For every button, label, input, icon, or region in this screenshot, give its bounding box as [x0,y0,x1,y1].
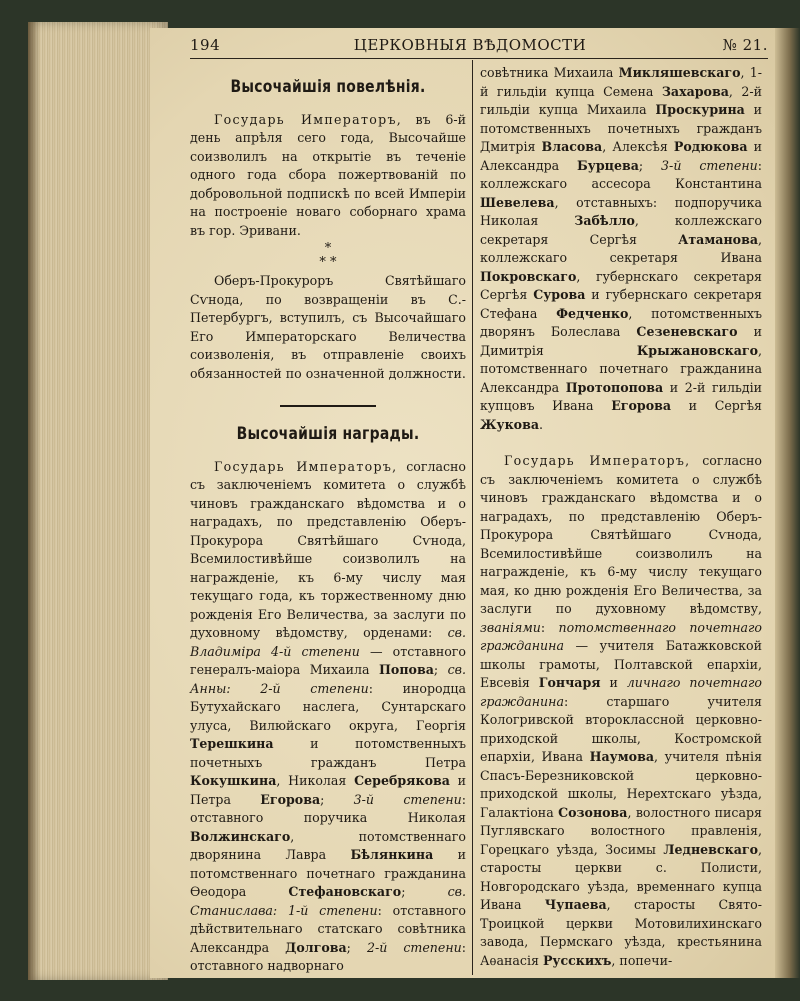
text-run: и потомственныхъ почетныхъ гражданъ Дмитрія [480,102,762,154]
name-bold: Микляшевскаго [618,65,741,80]
sovereign-title: Государь Императоръ [214,111,397,127]
name-bold: Покровскаго [480,268,577,284]
paragraph-ober-procurator [190,272,466,383]
column-divider [472,60,473,975]
text-run: ; [320,791,354,807]
name-bold: Шевелева [480,194,555,210]
name-bold: Бѣлянкина [350,847,434,862]
text-run: , согласно съ заключеніемъ комитета о службѣ чиновъ гражданскаго вѣдомства и о наградахъ, по представленію Оберъ-Прокурора Святѣйшаго Сѵнода, Всемилостивѣйше соизволилъ на награжденіе, къ 6-му числу текущаго мая, ко дню рожденія Его Величества, за заслуги по духовному вѣдомству, [480,453,762,616]
text-run: и Петра [190,773,467,807]
text-run: Оберъ-Прокуроръ Святѣйшаго Сѵнода, по возвращеніи въ С.-Петербургъ, вступилъ, съ Высочайшаго Его Императорскаго Величества соизволенія, въ отправленіе своихъ обязанностей по означенной должности. [190,273,466,381]
paragraph-awards-titles [480,452,762,970]
text-run: и губернскаго секретаря Стефана [480,287,763,321]
name-bold: Серебрякова [354,773,450,788]
header-rule [190,58,768,59]
sovereign-title: Государь Императоръ [504,453,686,468]
text-run: , волостного писаря Пуглявскаго волостного правленія, Горецкаго уѣзда, Зосимы [480,804,762,857]
text-run: и потомственнаго почетнаго гражданина Ѳеодора [190,847,466,899]
name-bold: Кокушкина [190,773,277,788]
name-bold: Долгова [285,939,347,955]
text-run: , Алексѣя [602,139,674,154]
document-page [150,28,775,978]
name-bold: Протопопова [565,379,664,395]
text-run: и потомственныхъ почетныхъ гражданъ Петра [190,736,466,770]
left-column [190,68,466,976]
name-bold: Егорова [611,398,672,413]
text-run: , старосты церкви с. Полисти, Новгородскаго уѣзда, временнаго купца Ивана [480,841,762,912]
name-bold: Жукова [480,416,539,432]
text-run: , въ 6-й день апрѣля сего года, Высочайше соизволилъ на открытіе въ теченіе одного года сбора пожертвованій по добровольной подпискѣ по всей Имперіи на построеніе новаго соборнаго храма въ гор. Эривани. [190,111,466,238]
text-run: и [600,675,627,690]
name-bold: Наумова [589,749,654,764]
text-run: , попечи- [611,952,673,968]
text-run: , отставныхъ: подпоручика Николая [480,194,762,228]
text-run: , Николая [276,773,355,788]
name-bold: Проскурина [655,102,745,117]
name-bold: Ледневскаго [663,841,758,857]
text-run: , потомственныхъ дворянъ Болеслава [480,305,762,339]
text-run: ; [401,884,448,899]
text-run: , учителя пѣнія Спасъ-Березниковской церковно-приходской школы, Нерехтскаго уѣзда, Галактіона [480,749,763,820]
paragraph-awards-orders [190,458,466,976]
book-right-edge [775,28,800,978]
text-run: ; [638,157,662,173]
emphasis-italic: потомственнаго почетнаго гражданина [480,619,762,653]
name-bold: Сезеневскаго [636,324,738,339]
text-run: совѣтника Михаила [480,65,619,80]
name-bold: Крыжановскаго [636,342,758,358]
text-run: : инородца Бутухайскаго наслега, Сунтарскаго улуса, Вилюйскаго округа, Георгія [190,680,467,733]
section-divider [280,405,376,407]
sovereign-title: Государь Императоръ [214,458,393,474]
name-bold: Русскихъ [542,952,612,968]
name-bold: Волжинскаго [190,828,291,844]
text-run: , коллежскаго секретаря Ивана [480,231,762,265]
asterism-top: * [324,241,332,256]
name-bold: Родюкова [673,139,748,154]
paragraph-eriván-cathedral [190,111,466,241]
name-bold: Стефановскаго [288,884,402,899]
paragraph-awards-continued [480,64,762,434]
section-heading-awards: Высочайшія награды. [236,424,420,444]
text-run: , губернскаго секретаря Сергѣя [480,268,762,302]
text-run: : старшаго учителя Кологривской второклассной церковно-приходской школы, Костромской епархіи, Ивана [480,693,762,764]
text-run: , коллежскаго секретаря Сергѣя [480,213,762,247]
emphasis-italic: св. Станислава: 1-й степени [190,884,466,918]
text-run: , потомственнаго дворянина Лавра [190,828,466,862]
right-column [480,64,762,970]
name-bold: Федченко [556,305,629,321]
running-header [190,36,768,58]
name-bold: Терешкина [190,736,274,751]
emphasis-italic: 3-й степени [353,791,462,807]
text-run: — учителя Батажковской школы грамоты, Полтавской епархіи, Евсевія [480,638,762,690]
emphasis-italic: 2-й степени [366,939,462,955]
emphasis-italic: званіями [480,619,541,635]
emphasis-italic: 3-й степени [661,157,758,173]
text-run: . [539,416,544,432]
name-bold: Попова [379,662,434,677]
section-heading-decrees: Высочайшія повелѣнія. [230,77,426,97]
name-bold: Чупаева [544,897,607,912]
text-run: и Сергѣя [671,398,762,413]
text-run: — отставного генералъ-маіора Михаила [190,643,466,677]
section-separator-asterism [190,242,466,270]
text-run: , 1-й гильдіи купца Семена [480,65,763,99]
emphasis-italic: личнаго почетнаго гражданина [480,675,763,709]
emphasis-italic: св. Владиміра 4-й степени [190,625,466,659]
issue-number: № 21. [722,36,768,54]
page-number: 194 [190,36,221,54]
text-run: и 2-й гильдіи купцовъ Ивана [480,379,762,413]
name-bold: Забѣлло [574,213,635,228]
text-run: и Димитрія [480,324,762,358]
book-page-edges [28,22,168,980]
text-run: : отставного поручика Николая [190,791,466,825]
text-run: , согласно съ заключеніемъ комитета о службѣ чиновъ гражданскаго вѣдомства и о наградахъ, по представленію Оберъ-Прокурора Святѣйшаго Сѵнода, Всемилостивѣйше соизволилъ на награжденіе, къ 6-му числу мая текущаго года, къ торжественному дню рожденія Его Величества, за заслуги по духовному вѣдомству, орденами: [190,458,466,640]
text-run: : отставного надворнаго [190,939,466,973]
book-spine-shadow [28,22,40,980]
text-run: : коллежскаго ассесора Константина [480,157,762,191]
text-run: и Александра [480,139,763,173]
journal-title: ЦЕРКОВНЫЯ ВѢДОМОСТИ [353,36,587,54]
name-bold: Сурова [533,287,586,302]
asterism-bottom: * * [319,255,337,270]
text-run: ; [346,939,367,955]
text-run: : [540,619,559,635]
name-bold: Егорова [260,791,321,807]
text-run: , старосты Свято-Троицкой церкви Мотовилихинскаго завода, Пермскаго уѣзда, крестьянина Аѳанасія [480,897,762,968]
text-run: , 2-й гильдіи купца Михаила [480,83,762,117]
text-run: , потомственнаго почетнаго гражданина Александра [480,342,762,395]
name-bold: Бурцева [577,157,639,173]
name-bold: Власова [541,139,603,154]
text-run: : отставного дѣйствительнаго статскаго совѣтника Александра [190,902,466,955]
name-bold: Захарова [661,83,729,99]
name-bold: Созонова [558,804,628,820]
paragraph-gap [480,434,762,452]
emphasis-italic: св. Анны: 2-й степени [190,662,466,696]
name-bold: Гончаря [538,675,601,690]
text-run: ; [433,662,448,677]
name-bold: Атаманова [678,231,758,247]
